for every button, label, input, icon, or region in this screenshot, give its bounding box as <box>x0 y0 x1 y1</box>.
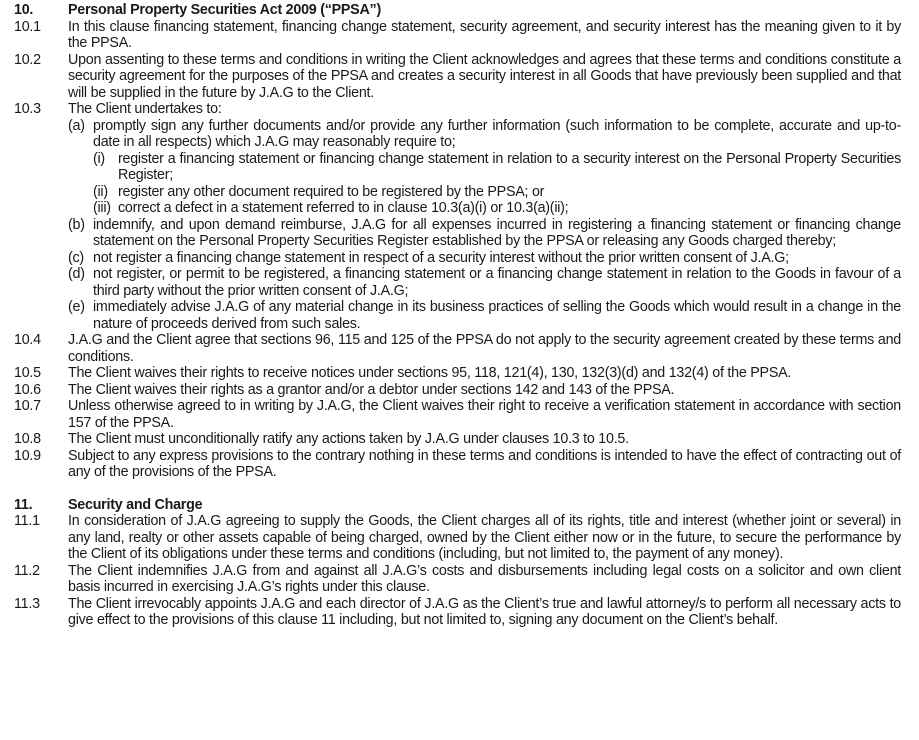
item-label: (i) <box>93 150 105 167</box>
clause-number: 10.2 <box>14 51 41 68</box>
clause-number: 11.3 <box>14 595 40 612</box>
clause-number: 10.4 <box>14 332 41 348</box>
item-text: promptly sign any further documents and/or provide any further information (such information to be complete, accurate and up-to-date in all respects) which J.A.G may reasonably require to; <box>93 117 901 150</box>
clause-text: J.A.G and the Client agree that sections 96, 115 and 125 of the PPSA do not apply to the security agreement created by these terms and conditions. <box>68 332 901 365</box>
item-label: (d) <box>68 266 85 282</box>
clause-number: 10.7 <box>14 398 41 414</box>
section-number: 10. <box>14 2 34 18</box>
item-10-3-a <box>68 118 901 151</box>
item-10-3-e <box>68 299 901 332</box>
item-text: register a financing statement or financing change statement in relation to a security interest on the Personal Property Securities Register; <box>118 150 901 183</box>
clause-text: The Client waives their rights as a grantor and/or a debtor under sections 142 and 143 of the PPSA. <box>68 381 675 398</box>
clause-11-3 <box>14 595 901 629</box>
clause-number: 11.1 <box>14 513 40 529</box>
item-text: register any other document required to be registered by the PPSA; or <box>118 183 545 200</box>
clause-11-1 <box>14 513 901 563</box>
clause-text: The Client undertakes to: <box>68 101 222 117</box>
section-number: 11. <box>14 496 33 513</box>
section-spacer <box>68 481 901 497</box>
clause-number: 10.8 <box>14 431 41 447</box>
clause-text: In consideration of J.A.G agreeing to supply the Goods, the Client charges all of its rights, title and interest (whether joint or several) in any land, realty or other assets capable of being charged, owned by the Client either now or in the future, to secure the performance by the Client of its obligations under these terms and conditions (including, but not limited to, the payment of any money). <box>68 513 901 562</box>
item-label: (ii) <box>93 183 108 200</box>
item-label: (b) <box>68 216 85 233</box>
clause-10-8 <box>14 431 901 448</box>
clause-10-5 <box>14 365 901 382</box>
clause-10-6 <box>14 381 901 399</box>
clause-text: The Client waives their rights to receive notices under sections 95, 118, 121(4), 130, 132(3)(d) and 132(4) of the PPSA. <box>68 365 792 381</box>
section-title: Personal Property Securities Act 2009 (“PPSA”) <box>68 2 381 18</box>
clause-text: Subject to any express provisions to the contrary nothing in these terms and conditions is intended to have the effect of contracting out of any of the provisions of the PPSA. <box>68 447 901 480</box>
clause-text: In this clause financing statement, financing change statement, security agreement, and security interest has the meaning given to it by the PPSA. <box>68 18 901 51</box>
clause-number: 10.5 <box>14 365 41 381</box>
item-10-3-a-ii <box>68 184 901 201</box>
item-10-3-c <box>68 250 901 267</box>
section-11-heading <box>14 496 901 514</box>
clause-number: 10.3 <box>14 101 41 117</box>
clause-10-9 <box>14 447 901 481</box>
clause-10-3 <box>14 101 901 332</box>
item-text: correct a defect in a statement referred to in clause 10.3(a)(i) or 10.3(a)(ii); <box>118 200 569 216</box>
clause-10-7 <box>14 398 901 431</box>
clause-10-2 <box>14 51 901 102</box>
clause-11-2 <box>14 562 901 596</box>
clause-text: The Client must unconditionally ratify any actions taken by J.A.G under clauses 10.3 to 10.5. <box>68 431 629 447</box>
item-label: (e) <box>68 299 85 315</box>
clause-number: 10.6 <box>14 381 41 398</box>
clause-text: The Client indemnifies J.A.G from and against all J.A.G’s costs and disbursements including legal costs on a solicitor and own client basis incurred in exercising J.A.G’s rights under this clause. <box>68 562 901 595</box>
item-label: (c) <box>68 249 84 266</box>
section-title: Security and Charge <box>68 496 203 513</box>
clause-text: Upon assenting to these terms and conditions in writing the Client acknowledges and agrees that these terms and conditions constitute a security agreement for the purposes of the PPSA and creates a security interest in all Goods that have previously been supplied and that will be supplied in the future by J.A.G to the Client. <box>68 51 901 101</box>
clause-10-1 <box>14 18 901 52</box>
item-label: (iii) <box>93 200 111 216</box>
item-10-3-a-i <box>68 151 901 184</box>
clause-number: 10.9 <box>14 447 41 464</box>
item-text: not register a financing change statement in respect of a security interest without the prior written consent of J.A.G; <box>93 249 789 266</box>
item-text: not register, or permit to be registered, a financing statement or a financing change statement in relation to the Goods in favour of a third party without the prior written consent of J.A.G; <box>93 266 901 299</box>
item-text: immediately advise J.A.G of any material change in its business practices of selling the Goods which would result in a change in the nature of proceeds derived from such sales. <box>93 299 901 332</box>
item-10-3-d <box>68 266 901 299</box>
item-10-3-a-iii <box>68 200 901 217</box>
section-10-heading <box>14 2 901 19</box>
clause-10-4 <box>14 332 901 365</box>
clause-number: 10.1 <box>14 18 41 35</box>
item-label: (a) <box>68 117 85 134</box>
clause-number: 11.2 <box>14 562 40 579</box>
clause-10-3-items <box>68 118 901 333</box>
item-text: indemnify, and upon demand reimburse, J.A.G for all expenses incurred in registering a financing statement or financing change statement on the Personal Property Securities Register established by the PPSA or releasing any Goods charged thereby; <box>93 216 901 249</box>
item-10-3-b <box>68 217 901 250</box>
clause-text: The Client irrevocably appoints J.A.G and each director of J.A.G as the Client’s true and lawful attorney/s to perform all necessary acts to give effect to the provisions of this clause 11 including, but not limited to, signing any document on the Client’s behalf. <box>68 595 901 628</box>
clause-text: Unless otherwise agreed to in writing by J.A.G, the Client waives their right to receive a verification statement in accordance with section 157 of the PPSA. <box>68 398 901 431</box>
